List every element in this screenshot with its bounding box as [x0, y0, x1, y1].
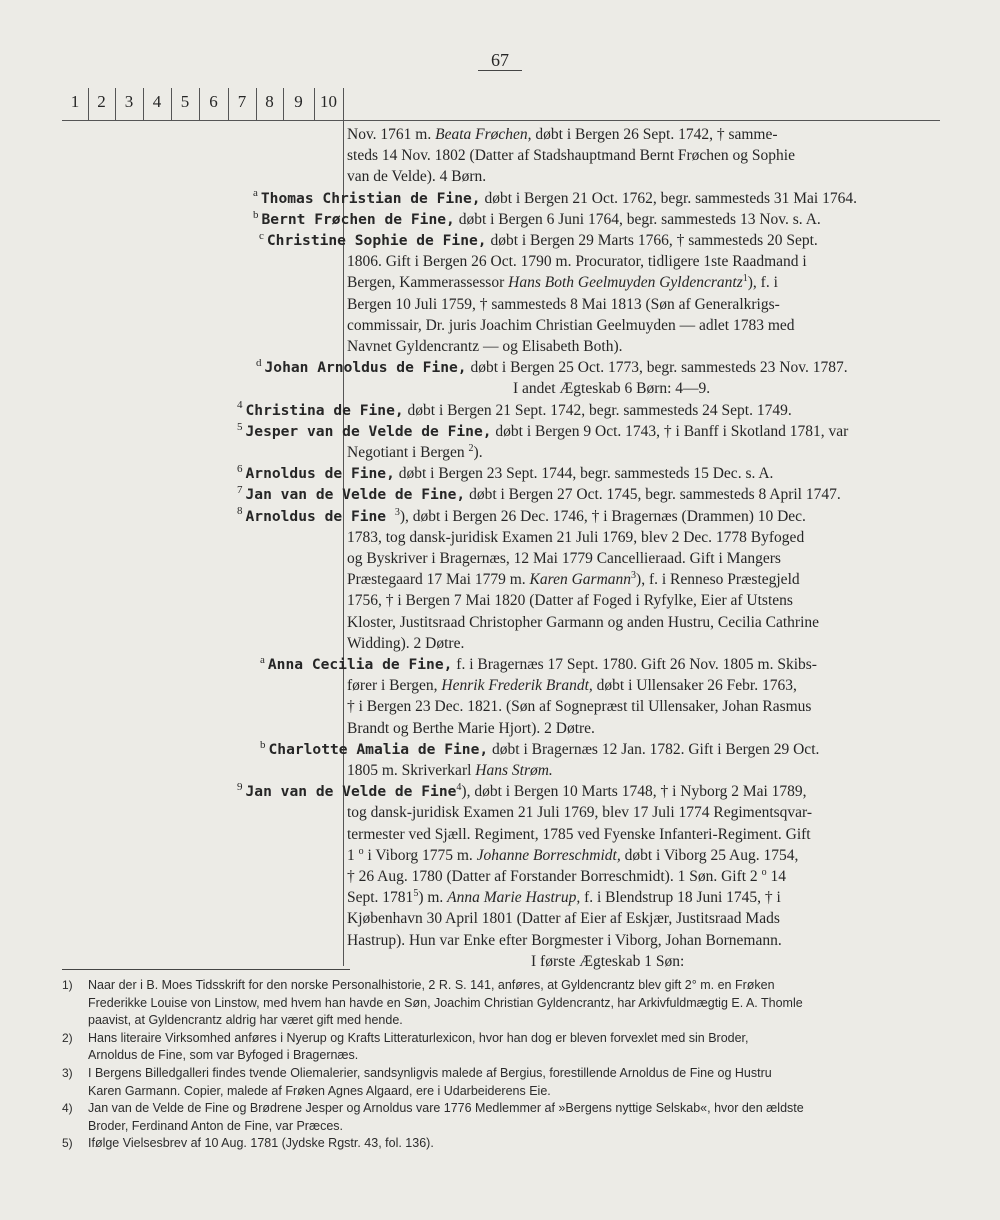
entry-label: b	[260, 738, 266, 751]
column-header-rule	[62, 120, 940, 121]
footnote-marker: 4)	[62, 1101, 73, 1116]
text-run: døbt i Bergen 21 Sept. 1742, begr. sammesteds 24 Sept. 1749.	[403, 401, 792, 419]
text-run: i Viborg 1775 m.	[363, 846, 477, 864]
entry-label: 9	[237, 781, 243, 794]
text-run: 14	[766, 868, 786, 885]
footnote-ref[interactable]: 3	[631, 570, 637, 582]
text-run: van de Velde). 4 Børn.	[347, 168, 487, 186]
name-run: Christian de Fine,	[322, 189, 481, 207]
footnote-text: Hans literaire Virksomhed anføres i Nyerup og Krafts Litteraturlexicon, hvor han dog er bleven forvexlet med sin Broder,	[88, 1030, 749, 1045]
text-run: 1756, † i Bergen 7 Mai 1820 (Datter af Foged i Ryfylke, Eier af Utstens	[347, 592, 793, 610]
text-line	[237, 484, 841, 505]
spouse-name: Beata Frøchen,	[435, 126, 532, 143]
text-run: 1783, tog dansk-juridisk Examen 21 Juli 1769, blev 2 Dec. 1778 Byfoged	[347, 528, 805, 546]
text-run: døbt i Bergen 6 Juni 1764, begr. sammesteds 13 Nov. s. A.	[454, 210, 821, 228]
column-number: 9	[294, 92, 303, 111]
text-line	[513, 378, 710, 399]
text-line	[347, 845, 798, 866]
column-number: 10	[320, 92, 337, 111]
text-run: I første Ægteskab 1 Søn:	[531, 952, 685, 970]
text-line	[347, 548, 781, 569]
column-divider	[115, 88, 116, 120]
text-line	[347, 527, 804, 548]
text-run: Widding). 2 Døtre.	[347, 634, 465, 652]
name-run: de	[315, 486, 343, 504]
text-run: 1806. Gift i Bergen 26 Oct. 1790 m. Procurator, tidligere 1ste Raadmand i	[347, 253, 807, 271]
name-run: Sophie de Fine,	[354, 232, 487, 249]
entry-label: b	[253, 208, 259, 221]
text-line	[347, 315, 795, 336]
column-divider	[256, 88, 257, 120]
entry-label: 6	[237, 463, 243, 476]
footnote-text: Broder, Ferdinand Anton de Fine, var Præces.	[88, 1118, 343, 1133]
text-run: Hastrup). Hun var Enke efter Borgmester i Viborg, Johan Bornemann.	[347, 931, 782, 949]
text-run: ), døbt i Bergen 26 Dec. 1746, † i Bragernæs (Drammen) 10 Dec.	[399, 507, 806, 525]
text-line	[260, 654, 817, 675]
text-run: Bergen 10 Juli 1759, † sammesteds 8 Mai 1813 (Søn af Generalkrigs-	[347, 295, 780, 313]
text-line	[347, 145, 795, 166]
name-run: van	[280, 486, 316, 504]
footnote-ref[interactable]: o	[761, 866, 767, 878]
text-run: ).	[473, 444, 483, 461]
name-run: Jesper	[245, 422, 308, 440]
spouse-name: Hans Strøm.	[475, 762, 553, 779]
name-run: Jan	[245, 783, 281, 801]
text-line	[347, 166, 486, 187]
footnote-text: paavist, at Gyldencrantz aldrig har været gift med hende.	[88, 1013, 403, 1028]
column-divider	[314, 88, 315, 120]
text-line	[347, 272, 778, 293]
footnote-ref[interactable]: 4	[456, 782, 462, 794]
text-run: døbt i Bergen 23 Sept. 1744, begr. sammesteds 15 Dec. s. A.	[394, 465, 774, 483]
text-run: døbt i Bergen 27 Oct. 1745, begr. sammesteds 8 April 1747.	[465, 486, 841, 504]
column-number: 1	[70, 92, 80, 111]
column-divider	[143, 88, 144, 120]
column-number: 7	[237, 92, 247, 111]
entry-label: 5	[237, 420, 243, 433]
footnote-text: I Bergens Billedgalleri findes tvende Oliemalerier, sandsynligvis malede af Bergius, forestillende Arnoldus de Fine og Hustru	[88, 1066, 772, 1080]
name-run: Bernt	[261, 210, 315, 228]
entry-label: a	[260, 653, 265, 666]
name-run: de	[324, 507, 351, 525]
text-line	[347, 336, 622, 357]
column-number: 6	[209, 92, 218, 111]
footnote-ref[interactable]: 2	[468, 442, 474, 454]
text-run: † 26 Aug. 1780 (Datter af Forstander Borreschmidt). 1 Søn. Gift 2	[347, 868, 762, 885]
text-run: 1	[347, 846, 359, 864]
text-line	[347, 590, 793, 611]
text-line	[347, 930, 782, 951]
name-run: Frøchen de Fine,	[314, 210, 455, 228]
text-line	[347, 802, 812, 823]
text-run: tog dansk-juridisk Examen 21 Juli 1769, blev 17 Juli 1774 Regimentsqvar-	[347, 804, 813, 822]
name-run: Amalia de Fine,	[356, 740, 489, 758]
text-run: døbt i Bergen 25 Oct. 1773, begr. sammesteds 23 Nov. 1787.	[466, 359, 848, 377]
column-divider	[199, 88, 200, 120]
spouse-name: Karen Garmann	[529, 571, 632, 589]
text-line	[256, 357, 848, 378]
name-run: Fine,	[350, 465, 395, 483]
name-run: Johan	[264, 359, 318, 377]
text-run: døbt i Viborg 25 Aug. 1754,	[620, 846, 799, 864]
name-run: Charlotte	[268, 740, 357, 758]
column-divider	[283, 88, 284, 120]
entry-label: c	[259, 229, 264, 242]
text-run: steds 14 Nov. 1802 (Datter af Stadshauptmand Bernt Frøchen og Sophie	[347, 147, 795, 165]
spouse-name: Henrik Frederik Brandt,	[441, 677, 593, 695]
text-run: ), f. i Renneso Præstegjeld	[636, 571, 800, 589]
text-run: † i Bergen 23 Dec. 1821. (Søn af Sognepræst til Ullensaker, Johan Rasmus	[347, 698, 812, 716]
text-run: ), f. i	[747, 274, 778, 292]
column-number: 3	[124, 92, 134, 111]
entry-label: a	[253, 187, 258, 200]
text-line	[347, 824, 811, 845]
column-number: 8	[265, 92, 274, 111]
text-run: Negotiant i Bergen	[347, 444, 469, 461]
text-run: Kloster, Justitsraad Christopher Garmann og anden Hustru, Cecilia Cathrine	[347, 613, 820, 631]
name-run: Velde de Fine	[342, 783, 457, 801]
name-run: van	[280, 783, 316, 801]
text-run: døbt i Bragernæs 12 Jan. 1782. Gift i Bergen 29 Oct.	[488, 740, 820, 758]
name-run: Thomas	[260, 189, 323, 207]
text-line	[260, 739, 819, 760]
text-run: fører i Bergen,	[347, 677, 442, 695]
name-run: de	[324, 465, 351, 483]
text-run: Bergen, Kammerassessor	[347, 274, 509, 292]
text-line	[347, 633, 464, 654]
text-line	[237, 506, 806, 527]
text-run: døbt i Bergen 29 Marts 1766, † sammesteds 20 Sept.	[486, 232, 818, 249]
name-run: de	[315, 783, 343, 801]
text-line	[237, 421, 848, 442]
text-run: døbt i Ullensaker 26 Febr. 1763,	[592, 677, 797, 695]
entry-label: 8	[237, 505, 243, 518]
text-line	[237, 400, 792, 421]
footnote-marker: 1)	[62, 978, 73, 992]
name-run: Anna	[267, 656, 312, 673]
text-line	[347, 442, 483, 463]
page-number-rule	[478, 70, 522, 71]
text-line	[347, 760, 553, 781]
text-line	[347, 251, 807, 272]
entry-label: d	[256, 357, 262, 370]
footnote-ref[interactable]: 1	[742, 273, 748, 285]
text-run: Kjøbenhavn 30 April 1801 (Datter af Eier af Eskjær, Justitsraad Mads	[347, 910, 780, 928]
name-run: de Velde de Fine,	[342, 422, 492, 440]
text-run: 1805 m. Skriverkarl	[347, 762, 476, 779]
footnote-marker: 3)	[62, 1066, 73, 1080]
text-run: f. i Blendstrup 18 Juni 1745, † i	[580, 889, 781, 907]
text-line	[347, 124, 778, 145]
text-line	[347, 569, 800, 590]
text-line	[347, 866, 786, 887]
text-run: døbt i Bergen 9 Oct. 1743, † i Banff i Skotland 1781, var	[491, 422, 849, 440]
footnote-text: Arnoldus de Fine, som var Byfoged i Bragernæs.	[88, 1048, 359, 1063]
name-run: van	[307, 422, 343, 440]
entry-label: 4	[237, 399, 243, 412]
column-number: 4	[152, 92, 162, 111]
text-run: termester ved Sjæll. Regiment, 1785 ved Fyenske Infanteri-Regiment. Gift	[347, 825, 811, 843]
spouse-name: Johanne Borreschmidt,	[476, 846, 621, 864]
column-number: 5	[180, 92, 190, 111]
name-run: Arnoldus	[245, 507, 325, 525]
text-line	[253, 209, 821, 230]
name-run: de	[333, 401, 360, 419]
text-line	[347, 696, 811, 717]
name-run: Christine	[266, 232, 355, 249]
footnote-rule	[62, 969, 350, 970]
footnote-ref[interactable]: o	[358, 845, 364, 857]
footnote-text: Naar der i B. Moes Tidsskrift for den norske Personalhistorie, 2 R. S. 141, anføres, at Gyldencrantz blev gift 2° m. en Frøken	[88, 978, 775, 992]
text-run: døbt i Bergen 26 Sept. 1742, † samme-	[531, 126, 778, 143]
footnote-text: Karen Garmann. Copier, malede af Frøken Agnes Algaard, ere i Udarbeiderens Eie.	[88, 1083, 551, 1098]
text-run: Sept. 1781	[347, 889, 414, 907]
name-run: Cecilia de Fine,	[311, 656, 453, 673]
column-number: 2	[97, 92, 106, 111]
text-line	[253, 188, 857, 209]
footnote-text: Jan van de Velde de Fine og Brødrene Jesper og Arnoldus vare 1776 Medlemmer af »Bergens nyttige Selskab«, hvor den ældste	[88, 1101, 804, 1116]
text-line	[347, 675, 797, 696]
page-number: 67	[491, 50, 509, 70]
spouse-name: Hans Both Geelmuyden Gyldencrantz	[508, 274, 743, 292]
text-line	[347, 908, 780, 929]
entry-label: 7	[237, 484, 243, 497]
text-line	[237, 463, 773, 484]
text-run: f. i Bragernæs 17 Sept. 1780. Gift 26 Nov. 1805 m. Skibs-	[452, 656, 817, 673]
spouse-name: Anna Marie Hastrup,	[447, 889, 581, 907]
footnote-marker: 2)	[62, 1030, 73, 1045]
text-line	[347, 612, 819, 633]
text-line	[347, 887, 781, 908]
footnote-ref[interactable]: 5	[413, 888, 419, 900]
footnote-text: Frederikke Louise von Linstow, med hvem han havde en Søn, Joachim Christian Gyldencrantz, har Arkivfuldmægtig E. A. Thomle	[88, 995, 803, 1010]
text-line	[531, 951, 684, 972]
column-divider	[88, 88, 89, 120]
text-run: Præstegaard 17 Mai 1779 m.	[347, 571, 530, 589]
text-run: Navnet Gyldencrantz — og Elisabeth Both).	[347, 338, 623, 355]
footnote-marker: 5)	[62, 1136, 73, 1151]
footnote-ref[interactable]: 3	[394, 506, 400, 518]
text-line	[347, 294, 780, 315]
text-run: I andet Ægteskab 6 Børn: 4—9.	[513, 380, 711, 398]
text-run: og Byskriver i Bragernæs, 12 Mai 1779 Cancellieraad. Gift i Mangers	[347, 550, 781, 567]
name-run: Jan	[245, 486, 281, 504]
name-run: Fine	[350, 507, 395, 525]
text-run: ), døbt i Bergen 10 Marts 1748, † i Nyborg 2 Mai 1789,	[461, 783, 807, 801]
text-line	[347, 718, 595, 739]
text-run: ) m.	[418, 889, 448, 907]
text-run: Nov. 1761 m.	[347, 126, 436, 143]
text-line	[237, 781, 807, 802]
name-run: Velde de Fine,	[342, 486, 466, 504]
text-line	[259, 230, 818, 251]
name-run: Fine,	[359, 401, 404, 419]
footnote-text: Ifølge Vielsesbrev af 10 Aug. 1781 (Jydske Rgstr. 43, fol. 136).	[88, 1136, 434, 1151]
name-run: Arnoldus de Fine,	[317, 359, 467, 377]
text-run: døbt i Bergen 21 Oct. 1762, begr. sammesteds 31 Mai 1764.	[480, 189, 857, 207]
column-divider	[171, 88, 172, 120]
column-divider	[228, 88, 229, 120]
text-run: Brandt og Berthe Marie Hjort). 2 Døtre.	[347, 719, 595, 737]
name-run: Christina	[245, 401, 334, 419]
text-run: commissair, Dr. juris Joachim Christian Geelmuyden — adlet 1783 med	[347, 316, 795, 334]
name-run: Arnoldus	[245, 465, 325, 483]
